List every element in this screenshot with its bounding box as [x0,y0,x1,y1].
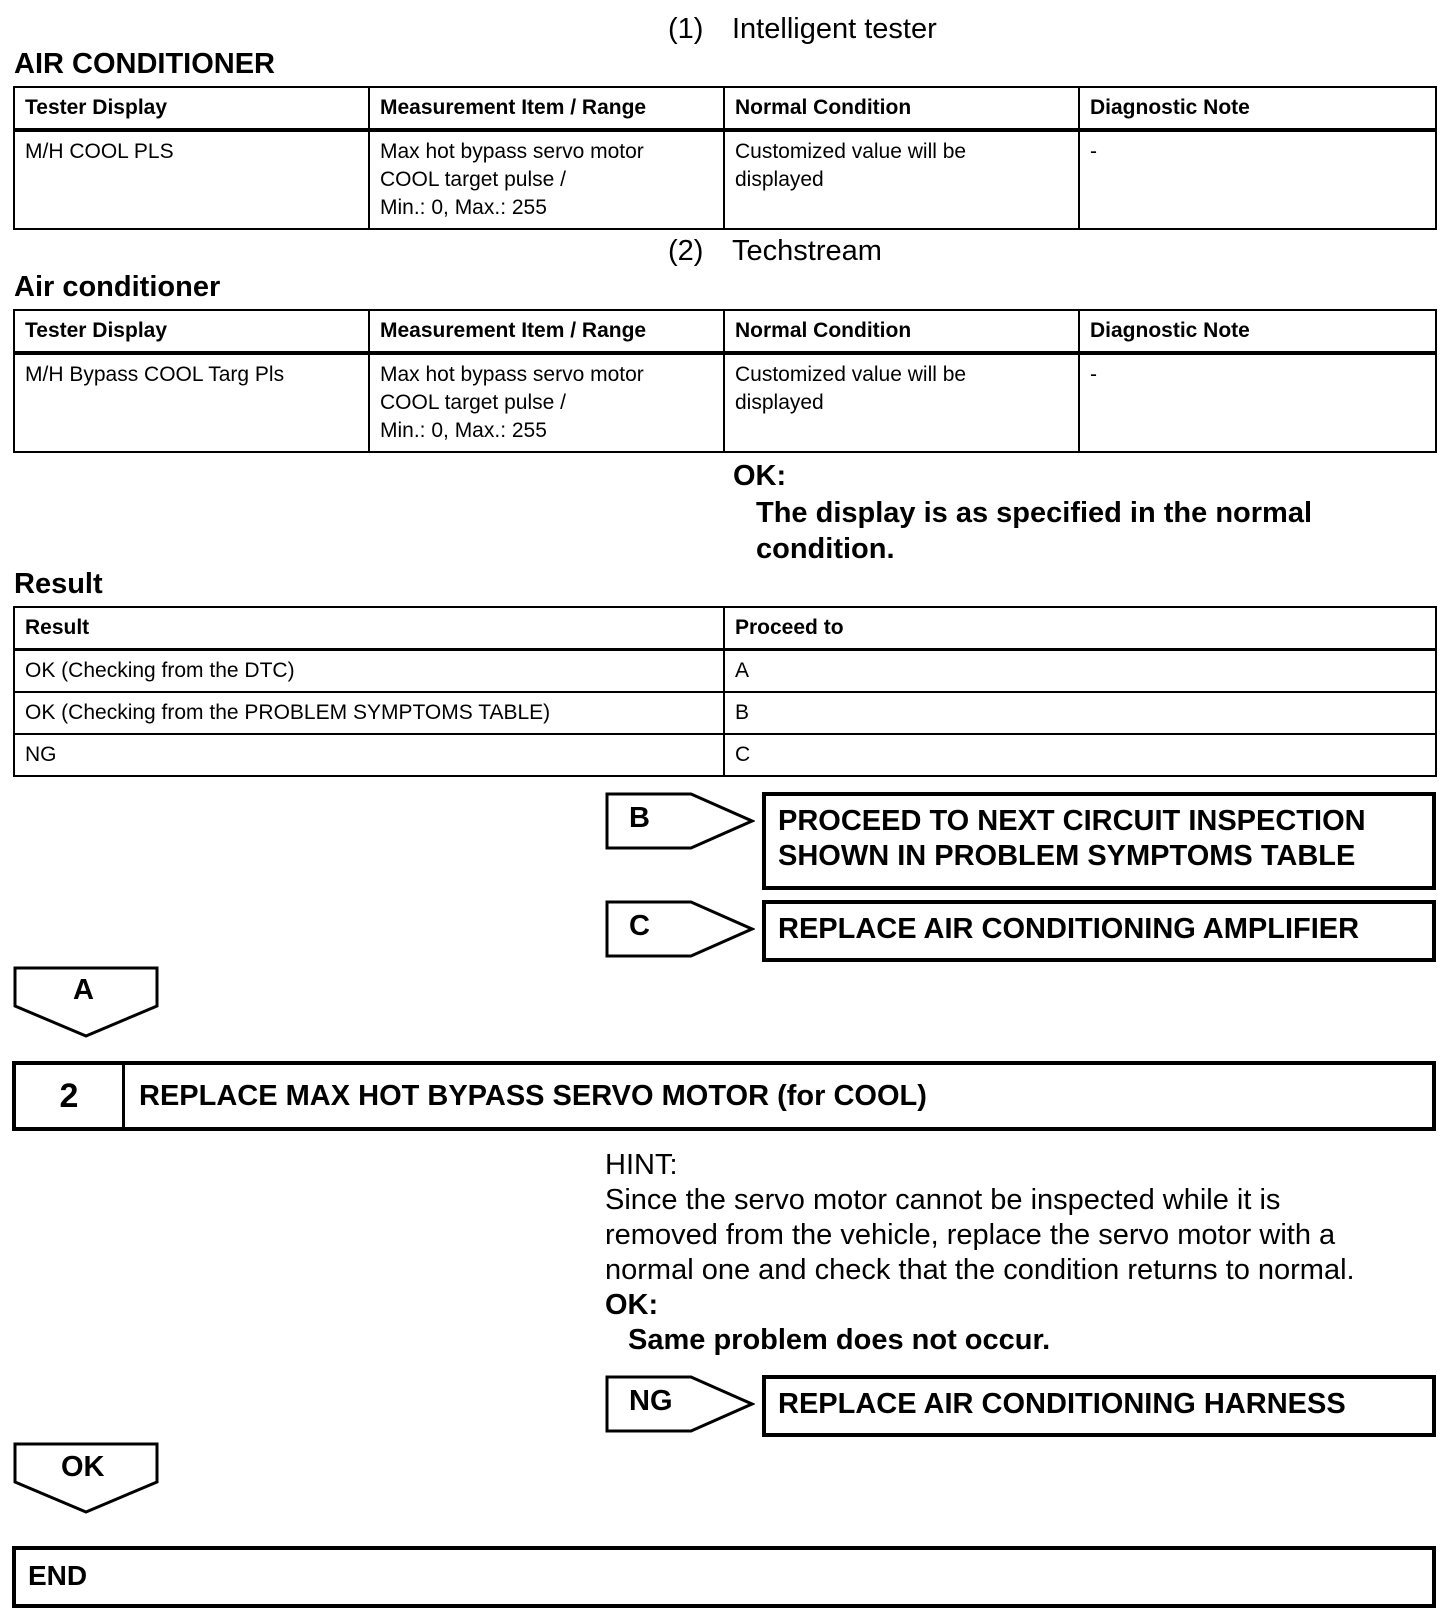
normal-line: Customized value will be [735,140,967,163]
end-box [12,1546,1436,1608]
col-header-diagnostic-note: Diagnostic Note [1079,310,1436,353]
step2-ok-label: OK: [605,1289,659,1321]
branch-b-action-box [762,792,1436,890]
hint-line: normal one and check that the condition returns to normal. [605,1254,1355,1286]
measurement-line: Max hot bypass servo motor [380,140,644,163]
cell-diagnostic-note: - [1079,353,1436,452]
normal-line: displayed [735,391,824,414]
right-arrow-icon [605,900,755,958]
col-header-measurement: Measurement Item / Range [369,310,724,353]
cell-diagnostic-note: - [1079,130,1436,229]
col-header-tester-display: Tester Display [14,87,369,130]
branch-c-arrow-tag [605,900,755,958]
air-conditioner-data-table [13,86,1437,230]
branch-b-line: PROCEED TO NEXT CIRCUIT INSPECTION [778,805,1366,837]
table-row [14,130,1436,229]
section1-heading [668,13,937,46]
col-header-normal-condition: Normal Condition [724,310,1079,353]
cell-result: OK (Checking from the PROBLEM SYMPTOMS TABLE) [14,692,724,734]
section2-number: (2) [668,235,704,267]
cell-result: OK (Checking from the DTC) [14,650,724,693]
section2-heading-text: Techstream [732,235,882,267]
branch-c-text: REPLACE AIR CONDITIONING AMPLIFIER [778,913,1360,945]
section1-heading-text: Intelligent tester [732,13,937,45]
section1-title: AIR CONDITIONER [14,48,275,80]
ok-arrow-tag [13,1442,159,1514]
section2-title: Air conditioner [14,271,221,303]
right-arrow-icon [605,1375,755,1433]
ok-tag: OK [61,1451,105,1483]
hint-line: Since the servo motor cannot be inspected while it is [605,1184,1281,1216]
end-text: END [28,1560,88,1591]
section1-number: (1) [668,13,704,45]
ok-spec-line: The display is as specified in the normal [756,497,1312,529]
normal-line: displayed [735,168,824,191]
branch-a-tag: A [73,974,94,1006]
ok-spec-line: condition. [756,533,895,565]
measurement-line: Min.: 0, Max.: 255 [380,196,547,219]
col-header-result: Result [14,607,724,650]
cell-normal-condition [724,353,1079,452]
table-row [14,353,1436,452]
normal-line: Customized value will be [735,363,967,386]
branch-c-action-box [762,900,1436,962]
col-header-tester-display: Tester Display [14,310,369,353]
branch-c-tag: C [629,910,650,942]
cell-proceed: C [724,734,1436,776]
ng-action-text: REPLACE AIR CONDITIONING HARNESS [778,1388,1346,1420]
branch-b-tag: B [629,802,650,834]
section2-heading [668,235,882,268]
cell-proceed: A [724,650,1436,693]
measurement-line: Max hot bypass servo motor [380,363,644,386]
result-title: Result [14,568,103,600]
cell-tester-display: M/H COOL PLS [14,130,369,229]
ng-action-box [762,1375,1436,1437]
measurement-line: COOL target pulse / [380,168,566,191]
techstream-data-table [13,309,1437,453]
step-2-header [12,1061,1436,1131]
cell-tester-display: M/H Bypass COOL Targ Pls [14,353,369,452]
cell-normal-condition [724,130,1079,229]
step-title: REPLACE MAX HOT BYPASS SERVO MOTOR (for COOL) [139,1079,927,1112]
branch-a-arrow-tag [13,966,159,1038]
col-header-diagnostic-note: Diagnostic Note [1079,87,1436,130]
col-header-proceed-to: Proceed to [724,607,1436,650]
ng-tag: NG [629,1385,673,1417]
table-row [14,650,1436,693]
table-row [14,734,1436,776]
result-table [13,606,1437,777]
measurement-line: COOL target pulse / [380,391,566,414]
ok-spec-text [756,495,1312,567]
ok-spec-label: OK: [733,460,787,492]
measurement-line: Min.: 0, Max.: 255 [380,419,547,442]
col-header-normal-condition: Normal Condition [724,87,1079,130]
col-header-measurement: Measurement Item / Range [369,87,724,130]
cell-proceed: B [724,692,1436,734]
cell-measurement [369,353,724,452]
table-row [14,692,1436,734]
hint-label: HINT: [605,1149,678,1181]
right-arrow-icon [605,792,755,850]
branch-b-line: SHOWN IN PROBLEM SYMPTOMS TABLE [778,840,1356,872]
ng-arrow-tag [605,1375,755,1433]
hint-block [605,1148,1355,1358]
cell-result: NG [14,734,724,776]
step2-ok-text: Same problem does not occur. [628,1324,1051,1356]
branch-b-arrow-tag [605,792,755,850]
cell-measurement [369,130,724,229]
step-number: 2 [16,1065,125,1127]
hint-line: removed from the vehicle, replace the servo motor with a [605,1219,1336,1251]
